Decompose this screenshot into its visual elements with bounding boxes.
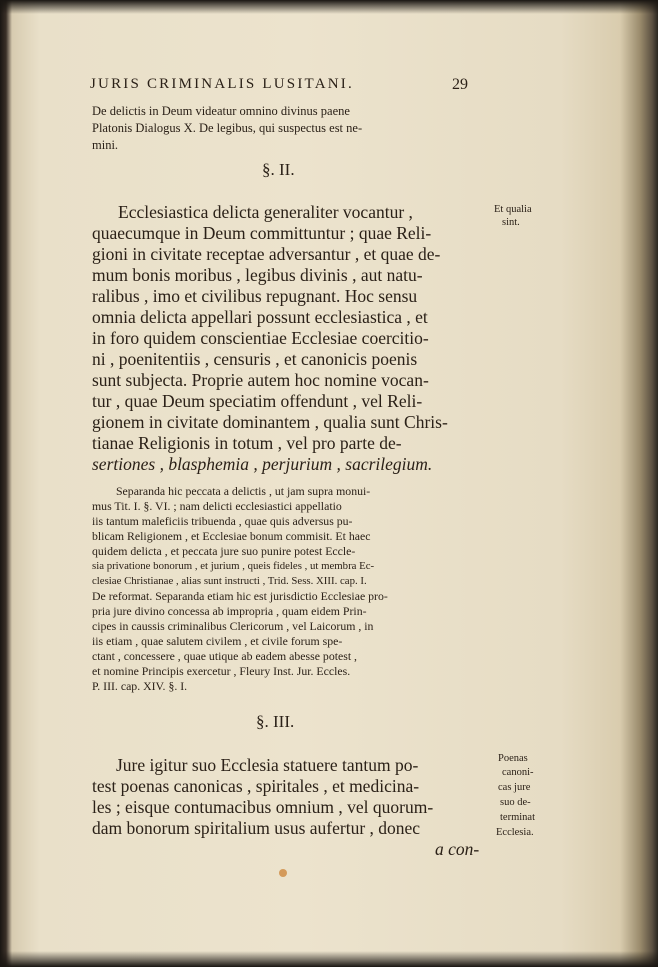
margin-note-line: terminat <box>500 812 535 823</box>
body-line: sunt subjecta. Proprie autem hoc nomine vocan- <box>92 370 429 390</box>
note-line: mus Tit. I. §. VI. ; nam delicti ecclesiastici appellatio <box>92 499 342 513</box>
footnote-line: Platonis Dialogus X. De legibus, qui suspectus est ne- <box>92 121 363 135</box>
margin-note-line: cas jure <box>498 782 531 793</box>
note-line: ctant , concessere , quae utique ab eadem abesse potest , <box>92 649 357 663</box>
footnote-line: De delictis in Deum videatur omnino divinus paene <box>92 104 350 118</box>
note-line: clesiae Christianae , alias sunt instructi , Trid. Sess. XIII. cap. I. <box>92 575 367 587</box>
margin-note-line: suo de- <box>500 797 531 808</box>
body-line: sertiones , blasphemia , perjurium , sacrilegium. <box>92 454 433 474</box>
note-line: blicam Religionem , et Ecclesiae bonum commisit. Et haec <box>92 529 371 543</box>
note-line: Separanda hic peccata a delictis , ut jam supra monui- <box>116 484 371 498</box>
note-line: quidem delicta , et peccata jure suo punire potest Eccle- <box>92 544 356 558</box>
body-line: les ; eisque contumacibus omnium , vel quorum- <box>92 797 434 817</box>
note-line: cipes in caussis criminalibus Clericorum , vel Laicorum , in <box>92 619 374 633</box>
running-head: JURIS CRIMINALIS LUSITANI. <box>90 76 354 92</box>
section-3-heading: §. III. <box>256 712 295 731</box>
section-2-heading: §. II. <box>262 160 295 179</box>
page-number: 29 <box>452 76 468 93</box>
note-line: iis tantum maleficiis tribuenda , quae quis adversus pu- <box>92 514 353 528</box>
body-line: Jure igitur suo Ecclesia statuere tantum po- <box>116 755 419 775</box>
body-line: omnia delicta appellari possunt ecclesiastica , et <box>92 307 428 327</box>
body-line: a con- <box>435 839 480 859</box>
margin-note-line: sint. <box>502 217 520 228</box>
note-line: iis etiam , quae salutem civilem , et civile forum spe- <box>92 634 343 648</box>
body-line: gioni in civitate receptae adversantur , et quae de- <box>92 244 441 264</box>
footnote-line: mini. <box>92 138 119 152</box>
body-line: tur , quae Deum speciatim offendunt , vel Reli- <box>92 391 423 411</box>
body-line: Ecclesiastica delicta generaliter vocantur , <box>118 202 413 222</box>
body-line: in foro quidem conscientiae Ecclesiae coercitio- <box>92 328 429 348</box>
margin-note-line: Ecclesia. <box>496 827 534 838</box>
note-line: pria jure divino concessa ab impropria , quam eidem Prin- <box>92 604 367 618</box>
ink-blot <box>279 869 287 877</box>
margin-note-line: Et qualia <box>494 204 532 215</box>
note-line: et nomine Principis exercetur , Fleury Inst. Jur. Eccles. <box>92 664 351 678</box>
body-line: test poenas canonicas , spiritales , et medicina- <box>92 776 420 796</box>
note-line: sia privatione bonorum , et jurium , queis fideles , ut membra Ec- <box>92 560 375 572</box>
body-line: mum bonis moribus , legibus divinis , aut natu- <box>92 265 423 285</box>
note-line: De reformat. Separanda etiam hic est jurisdictio Ecclesiae pro- <box>92 589 388 603</box>
body-line: dam bonorum spiritalium usus aufertur , donec <box>92 818 421 838</box>
margin-note-line: Poenas <box>498 753 528 764</box>
body-line: tianae Religionis in totum , vel pro parte de- <box>92 433 402 453</box>
margin-note-line: canoni- <box>502 767 534 778</box>
body-line: gionem in civitate dominantem , qualia sunt Chris- <box>92 412 448 432</box>
body-line: ralibus , imo et civilibus repugnant. Hoc sensu <box>92 286 418 306</box>
note-line: P. III. cap. XIV. §. I. <box>92 679 188 693</box>
body-line: quaecumque in Deum committuntur ; quae Reli- <box>92 223 432 243</box>
body-line: ni , poenitentiis , censuris , et canonicis poenis <box>92 349 418 369</box>
